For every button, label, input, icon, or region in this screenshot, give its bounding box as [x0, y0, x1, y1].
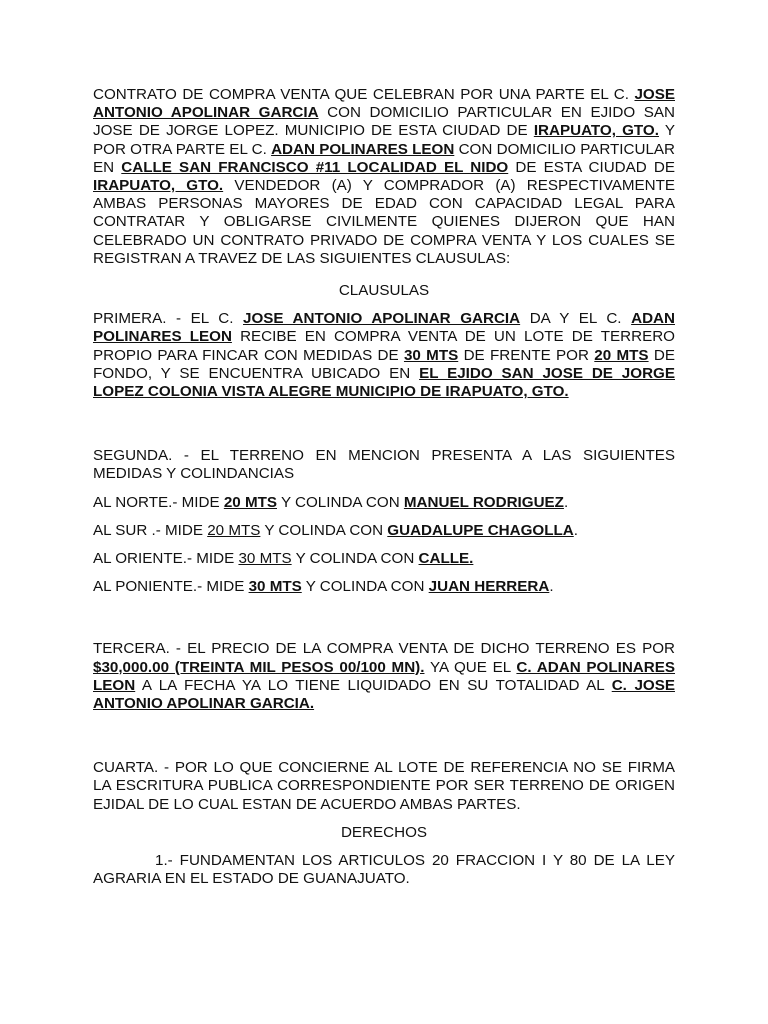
boundary-measure: 30 MTS	[238, 550, 292, 568]
boundary-north	[93, 494, 675, 512]
seller-name: JOSE ANTONIO APOLINAR GARCIA	[93, 86, 675, 122]
depth-measure: 20 MTS	[594, 346, 649, 364]
city-name: IRAPUATO, GTO.	[533, 122, 659, 140]
intro-text-1: CONTRATO DE COMPRA VENTA QUE CELEBRAN POR UNA PARTE EL C.	[93, 86, 629, 103]
intro-text-2: CON DOMICILIO PARTICULAR EN EJIDO SAN JOSE DE JORGE LOPEZ. MUNICIPIO DE ESTA CIUDAD DE	[93, 104, 675, 140]
intro-text-5: DE ESTA CIUDAD DE	[515, 158, 675, 176]
tercera-text-2: YA QUE EL	[429, 658, 511, 676]
boundary-label: AL PONIENTE.- MIDE	[93, 578, 245, 596]
clause-cuarta: CUARTA. - POR LO QUE CONCIERNE AL LOTE DE REFERENCIA NO SE FIRMA LA ESCRITURA PUBLICA CORRESPONDIENTE POR SER TERRENO DE ORIGEN EJIDAL DE LO CUAL ESTAN DE ACUERDO AMBAS PARTES.	[93, 759, 675, 813]
boundary-measure: 20 MTS	[223, 493, 277, 511]
primera-text-4: DE FRENTE POR	[463, 346, 589, 364]
period: .	[573, 521, 578, 539]
intro-text-6: VENDEDOR (A) Y COMPRADOR (A) RESPECTIVAMENTE AMBAS PERSONAS MAYORES DE EDAD CON CAPACIDAD LEGAL PARA CONTRATAR Y OBLIGARSE CIVILMENTE QUIENES DIJERON QUE HAN CELEBRADO UN CONTRATO PRIVADO DE COMPRA VENTA Y LOS CUALES SE REGISTRAN A TRAVEZ DE LAS SIGUIENTES CLAUSULAS:	[93, 177, 675, 267]
boundary-label: AL NORTE.- MIDE	[93, 493, 220, 511]
boundary-text: Y COLINDA CON	[264, 521, 384, 539]
boundary-text: Y COLINDA CON	[295, 550, 415, 568]
primera-text-1: PRIMERA. - EL C.	[93, 310, 234, 328]
boundary-neighbor: JUAN HERRERA	[428, 578, 550, 596]
tercera-text-1: TERCERA. - EL PRECIO DE LA COMPRA VENTA DE DICHO TERRENO ES POR	[93, 640, 675, 658]
boundary-measure: 20 MTS	[207, 521, 261, 539]
intro-text-3: Y POR OTRA PARTE EL C.	[93, 122, 675, 158]
primera-text-5: DE FONDO, Y SE ENCUENTRA UBICADO EN	[93, 346, 676, 382]
boundary-measure: 30 MTS	[248, 578, 302, 596]
primera-text-3: RECIBE EN COMPRA VENTA DE UN LOTE DE TERRERO PROPIO PARA FINCAR CON MEDIDAS DE	[93, 328, 675, 364]
clause-tercera	[93, 640, 675, 713]
intro-text-4: CON DOMICILIO PARTICULAR EN	[93, 140, 675, 176]
boundary-label: AL SUR .- MIDE	[93, 521, 203, 539]
clause-segunda: SEGUNDA. - EL TERRENO EN MENCION PRESENTA A LAS SIGUIENTES MEDIDAS Y COLINDANCIAS	[93, 447, 675, 483]
city-name: IRAPUATO, GTO.	[93, 177, 224, 195]
derechos-heading: DERECHOS	[340, 823, 428, 841]
clausulas-heading: CLAUSULAS	[338, 282, 430, 300]
boundary-south	[93, 522, 675, 540]
boundary-neighbor: GUADALUPE CHAGOLLA	[387, 521, 574, 539]
tercera-text-3: A LA FECHA YA LO TIENE LIQUIDADO EN SU TOTALIDAD AL	[141, 676, 605, 694]
front-measure: 30 MTS	[403, 346, 459, 364]
seller-name: JOSE ANTONIO APOLINAR GARCIA	[243, 310, 521, 328]
buyer-name: ADAN POLINARES LEON	[271, 140, 455, 158]
seller-name: C. JOSE ANTONIO APOLINAR GARCIA.	[93, 676, 675, 713]
buyer-name: ADAN POLINARES LEON	[93, 310, 675, 346]
period: .	[549, 578, 554, 596]
derechos-item: 1.- FUNDAMENTAN LOS ARTICULOS 20 FRACCION I Y 80 DE LA LEY AGRARIA EN EL ESTADO DE GUANAJUATO.	[93, 852, 675, 888]
buyer-name: C. ADAN POLINARES LEON	[93, 658, 676, 694]
boundary-label: AL ORIENTE.- MIDE	[93, 550, 235, 568]
price-amount: $30,000.00 (TREINTA MIL PESOS 00/100 MN).	[93, 658, 425, 676]
clause-primera	[93, 310, 675, 401]
period: .	[563, 493, 569, 511]
primera-text-2: DA Y EL C.	[529, 310, 622, 328]
boundary-text: Y COLINDA CON	[305, 578, 425, 596]
intro-paragraph	[93, 86, 675, 268]
boundary-text: Y COLINDA CON	[280, 493, 400, 511]
boundary-east	[93, 550, 675, 568]
boundary-west	[93, 578, 675, 596]
buyer-address: CALLE SAN FRANCISCO #11 LOCALIDAD EL NIDO	[121, 158, 509, 176]
boundary-neighbor: MANUEL RODRIGUEZ	[403, 493, 564, 511]
boundary-neighbor: CALLE.	[418, 550, 474, 568]
lot-location: EL EJIDO SAN JOSE DE JORGE LOPEZ COLONIA VISTA ALEGRE MUNICIPIO DE IRAPUATO, GTO.	[93, 364, 675, 401]
